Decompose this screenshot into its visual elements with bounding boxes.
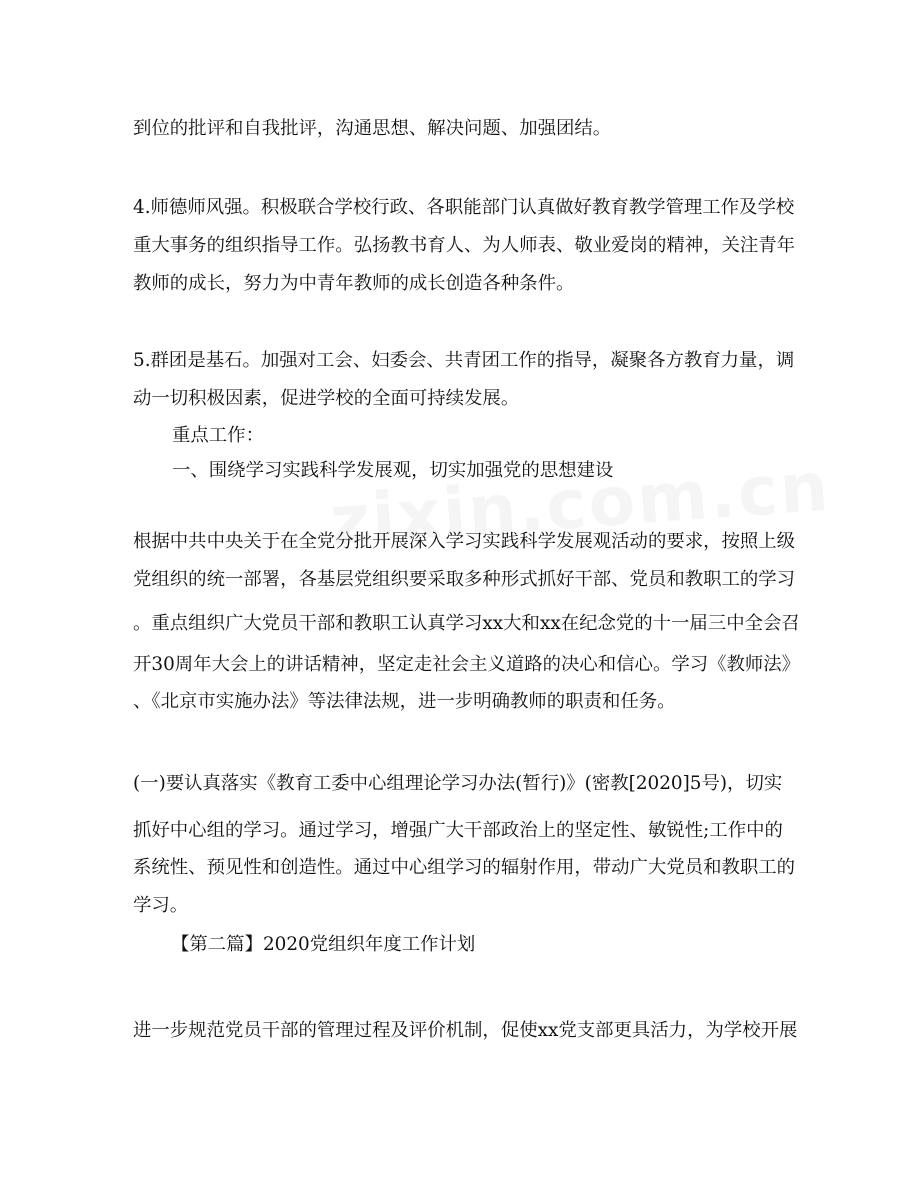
paragraph-line: 5.群团是基石。加强对工会、妇委会、共青团工作的指导，凝聚各方教育力量，调: [133, 350, 795, 371]
section-heading-1: 一、围绕学习实践科学发展观，切实加强党的思想建设: [172, 460, 614, 481]
paragraph-line: 。重点组织广大党员干部和教职工认真学习xx大和xx在纪念党的十一届三中全会召: [133, 613, 800, 634]
paragraph-line: 4.师德师风强。积极联合学校行政、各职能部门认真做好教育教学管理工作及学校: [133, 197, 795, 218]
paragraph-line: 进一步规范党员干部的管理过程及评价机制，促使xx党支部更具活力，为学校开展: [133, 1020, 798, 1041]
paragraph-line: 动一切积极因素，促进学校的全面可持续发展。: [133, 388, 520, 409]
paragraph-line: 开30周年大会上的讲话精神，坚定走社会主义道路的决心和信心。学习《教师法》: [133, 654, 801, 675]
paragraph-line: 学习。: [133, 895, 189, 916]
paragraph-line: 重大事务的组织指导工作。弘扬教书育人、为人师表、敬业爱岗的精神，关注青年: [133, 235, 796, 256]
paragraph-line: 抓好中心组的学习。通过学习，增强广大干部政治上的坚定性、敏锐性;工作中的: [133, 820, 783, 841]
paragraph-line: 根据中共中央关于在全党分批开展深入学习实践科学发展观活动的要求，按照上级: [133, 531, 796, 552]
paragraph-line: 系统性、预见性和创造性。通过中心组学习的辐射作用，带动广大党员和教职工的: [133, 857, 796, 878]
section-heading-key-work: 重点工作：: [172, 425, 264, 446]
paragraph-line: 、《北京市实施办法》等法律法规，进一步明确教师的职责和任务。: [133, 691, 676, 712]
section-heading-part-two: 【第二篇】2020党组织年度工作计划: [171, 934, 476, 955]
paragraph-line: (一)要认真落实《教育工委中心组理论学习办法(暂行)》(密教[2020]5号)，切实: [133, 773, 783, 794]
paragraph-line: 到位的批评和自我批评，沟通思想、解决问题、加强团结。: [133, 118, 612, 139]
paragraph-line: 党组织的统一部署，各基层党组织要采取多种形式抓好干部、党员和教职工的学习: [133, 569, 796, 590]
paragraph-line: 教师的成长，努力为中青年教师的成长创造各种条件。: [133, 273, 575, 294]
